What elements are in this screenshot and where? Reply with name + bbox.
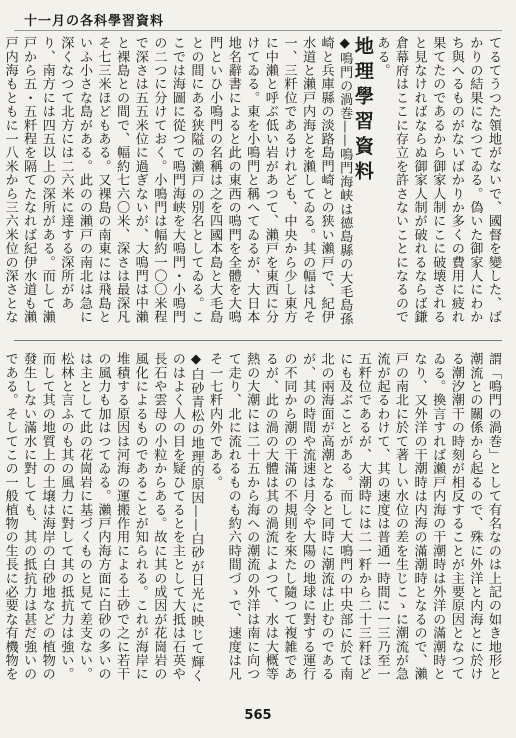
- upper-text-block: [2, 36, 502, 332]
- running-head: 十一月の各科學習資料: [24, 14, 165, 29]
- header-rule: [14, 30, 502, 31]
- lower-text-block: [2, 352, 502, 692]
- section-heading: 地理學習資料: [351, 36, 374, 186]
- paragraph-continued: てるてうつた領地がないで、國督を變した、ばかりの結果になつてゐる。偽いた御家人にわかち與へるものがないばかりか多くの費用に疲れ果てたのであるから御家人制にこに破壊されると見なければならぬ御家人制が破れるならば鎌倉幕府はここに存立を許さないことになるのである。: [374, 36, 501, 324]
- paragraph-naruto: ◆鳴門の渦巻——鳴門海峡は德島縣の大毛島孫崎と兵庫縣の淡路島門崎との狭い瀨戸で、紀伊水道と瀨戸内海とを瀨してゐる。其の幅は凡そ一、三粁位であるけれども、中央から少し東方に中瀨と呼ぶ低い岩があつて、瀨戸を東西に分けてゐる。東を小鳴門と稱へてゐるが、大日本地名辭書によると此の東西の鳴門を全體を大鳴門といひ小鳴門の名稱は之を四國本島と大毛島との間にある狭隘の瀨戸の別名としてゐる。ここでは海圖に從つて鳴門海峡を大鳴門・小鳴門の二つに分けておく。小鳴門は幅約一〇〇米程で深さは五五米位に過ぎないが、大鳴門は中瀨と裸島との間で、幅約七六〇米、深さは最深凡そ七三米ほどもある。又裸島の南東には飛島といふ小さな島がある。此のの瀨戸の南北は急に深くなつて北方には二六米に達する深所があり、南方には四五以上の深所がある。而して瀨戸から五・五粁程を隔てたなれば紀伊水道も瀨戸内海もともに一八米から三六米位の深さとな: [2, 36, 353, 326]
- paragraph-naruto-cont: 謂「鳴門の渦巻」として有名なのは上記の如き地形と潮流との關係から起るので、殊に外洋と内海とに於ける潮汐潮干の時刻が相反することが主要原因となつてゐる。換言すれば瀨戸内海の干潮時は外洋の滿潮時となり、又外洋の干潮時は内海の滿潮時となるので、瀨戸の南北に於て著しい水位の差を生じこゝに潮流が急流が起るわけて、其の速度は普通一時間に一三乃至一五粁位であるが、大潮時には二一粁から二十三粁ほどにも及ぶことがある。而して大鳴門の中央部に於て南北の兩海面が高潮となると同時に潮流は止むのであるが、其の時間や流速は月令や大陽の地球に對する運行の不同から潮の干滿の不規則を來たし隨つて複雑であるが、此の渦の大體は其の渦流によつて、水は大概等熱の大潮には二十五から海への潮流の外洋は南に向つて走り、北に流れるものも約六時間づゝで、速度は凡そ一七粁内外である。: [207, 352, 501, 681]
- paragraph-white-sand: ◆白砂青松の地理的原因——白砂が日光に映じて輝くのはよく人の目を疑ひてるとを主として大抵は石英や長石や雲母の小粒からある。故に其の成因が花崗岩の風化によるものであることが知られる。これが海岸に堆積する原因は河海の運搬作用による土砂で之に若干の風力も加はつてゐる。瀨戸内海方面に白砂の多いのは主として此の花崗岩に基づくものと見て差支ない。松林と言ふのも其の風力に對して其の抵抗力は強い。而して其の地質上の土壌は海岸の白砂地などの植物の發生しない滿水に對しても、其の抵抗力は甚だ強いのである。そしてこの一般植物の生長に必要な有機物を: [2, 352, 204, 683]
- tier-divider: [14, 340, 502, 341]
- page-number: 565: [244, 708, 272, 723]
